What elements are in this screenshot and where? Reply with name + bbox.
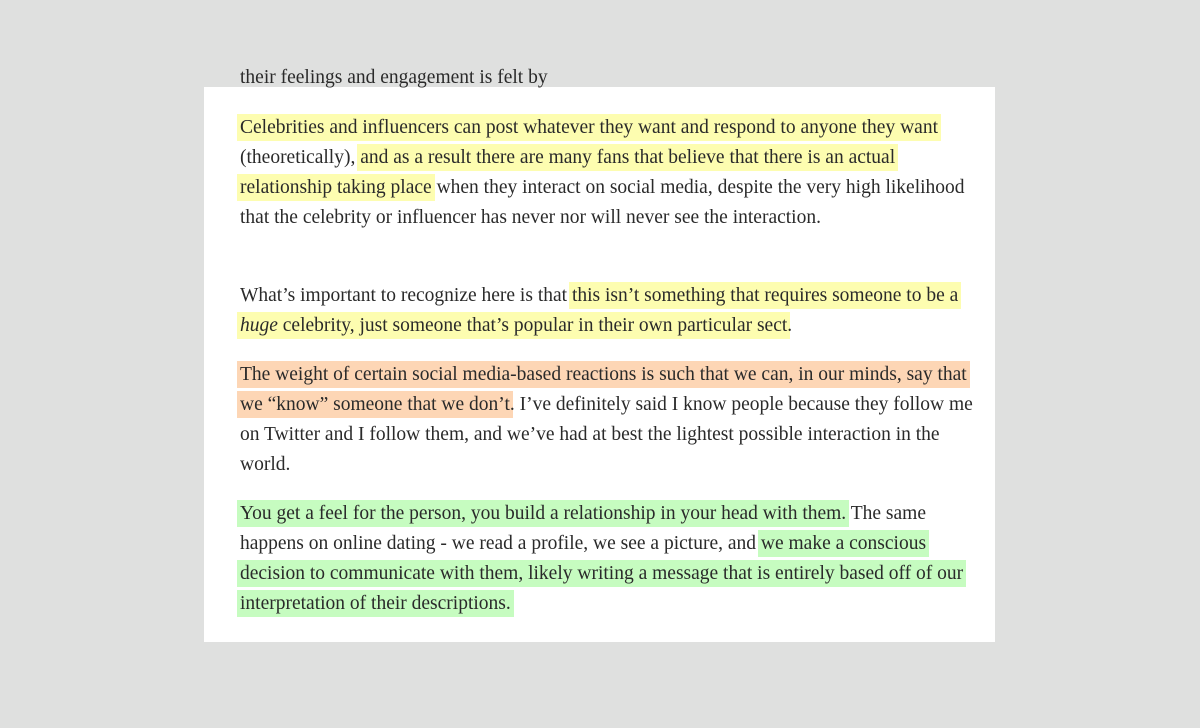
highlight-orange: The weight of certain social media-based reactions is such that we can, in our minds, say that we “know” someone that we don’t (240, 364, 967, 415)
paragraph-text: . I’ve definitely said I know people because they follow me on Twitter and I follow them, and we’ve had at best the lightest possible interaction in the world. (240, 394, 973, 475)
paragraph-text: The same happens on online dating - we read a profile, we see a picture, and (240, 503, 926, 554)
clipped-previous-line: their feelings and engagement is felt by (240, 67, 548, 88)
paragraph-text: . (787, 315, 793, 336)
paragraph-weight (240, 360, 975, 480)
paragraph-feel (240, 499, 975, 619)
highlight-yellow: and as a result there are many fans that believe that there is an actual relationship taking place (240, 147, 896, 198)
highlight-green: we make a conscious decision to communicate with them, likely writing a message that is entirely based off of our interpretation of their descriptions. (240, 533, 964, 614)
highlight-green: You get a feel for the person, you build a relationship in your head with them. (240, 503, 847, 524)
highlight-yellow: Celebrities and influencers can post whatever they want and respond to anyone they want (240, 117, 938, 138)
paragraph-text: when they interact on social media, despite the very high likelihood that the celebrity or influencer has never nor will never see the interaction. (240, 177, 965, 228)
highlight-text: celebrity, just someone that’s popular in their own particular sect (277, 315, 788, 336)
highlight-text: this isn’t something that requires someone to be a (571, 285, 959, 306)
paragraph-text: What’s important to recognize here is that (240, 285, 572, 306)
article-card (204, 67, 995, 642)
paragraph-celebrities (240, 113, 975, 233)
emphasis-text: huge (240, 315, 278, 336)
paragraph-important (240, 281, 975, 341)
paragraph-text: (theoretically), (240, 147, 361, 168)
